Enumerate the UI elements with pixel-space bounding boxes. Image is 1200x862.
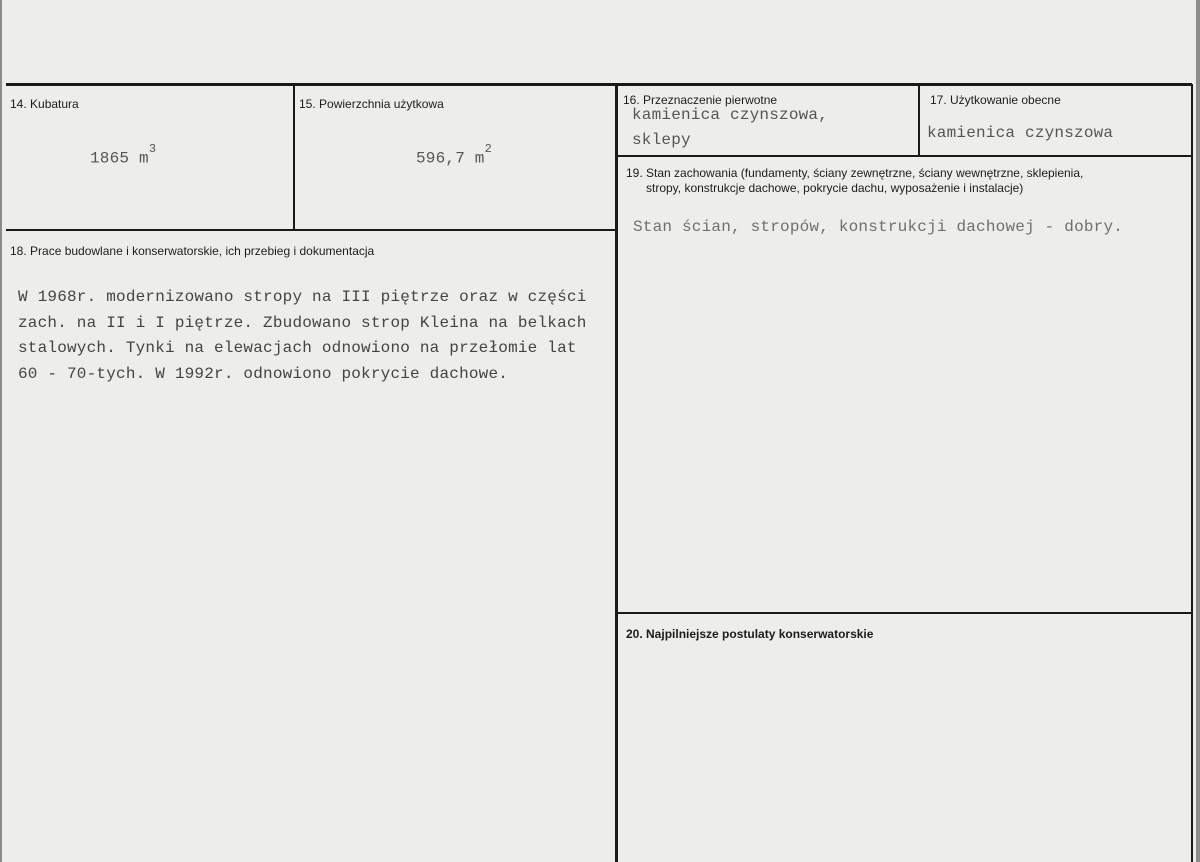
field-15-value xyxy=(416,142,493,168)
area-exponent: 2 xyxy=(484,142,493,156)
field-17-label: 17. Użytkowanie obecne xyxy=(930,93,1061,107)
field-16-line-1: kamienica czynszowa, xyxy=(632,106,829,124)
field-16-line-2: sklepy xyxy=(632,131,691,149)
field-14-label: 14. Kubatura xyxy=(10,97,79,111)
field-18-label: 18. Prace budowlane i konserwatorskie, ich przebieg i dokumentacja xyxy=(10,244,375,258)
field-17-value: kamienica czynszowa xyxy=(927,124,1114,142)
field-19-value: Stan ścian, stropów, konstrukcji dachowej - dobry. xyxy=(633,218,1124,236)
field-20-label: 20. Najpilniejsze postulaty konserwatorskie xyxy=(626,627,874,641)
field-18-line-3: stalowych. Tynki na elewacjach odnowiono na przełomie lat xyxy=(18,339,577,357)
area-value: 596,7 m xyxy=(416,149,485,168)
field-16-label: 16. Przeznaczenie pierwotne xyxy=(623,93,778,107)
main-divider xyxy=(615,84,618,862)
record-card xyxy=(2,0,1196,862)
right-edge-rule xyxy=(1191,84,1193,862)
field-18-line-2: zach. na II i I piętrze. Zbudowano strop Kleina na belkach xyxy=(18,314,587,332)
top-rule xyxy=(6,83,1192,86)
row-rule-right xyxy=(616,155,1192,157)
divider-16-17 xyxy=(918,84,920,157)
field-18-line-1: W 1968r. modernizowano stropy na III piętrze oraz w części xyxy=(18,288,587,306)
row-rule-20 xyxy=(616,612,1192,614)
cubature-exponent: 3 xyxy=(148,142,157,156)
row-rule-left xyxy=(6,229,616,231)
field-19-label-line-2: stropy, konstrukcje dachowe, pokrycie dachu, wyposażenie i instalacje) xyxy=(646,181,1024,195)
field-15-label: 15. Powierzchnia użytkowa xyxy=(299,97,444,111)
cubature-value: 1865 m xyxy=(90,149,149,168)
divider-14-15 xyxy=(293,84,295,231)
field-18-line-4: 60 - 70-tych. W 1992r. odnowiono pokrycie dachowe. xyxy=(18,365,509,383)
field-19-label-line-1: 19. Stan zachowania (fundamenty, ściany zewnętrzne, ściany wewnętrzne, sklepienia, xyxy=(626,166,1084,180)
field-14-value xyxy=(90,142,157,168)
